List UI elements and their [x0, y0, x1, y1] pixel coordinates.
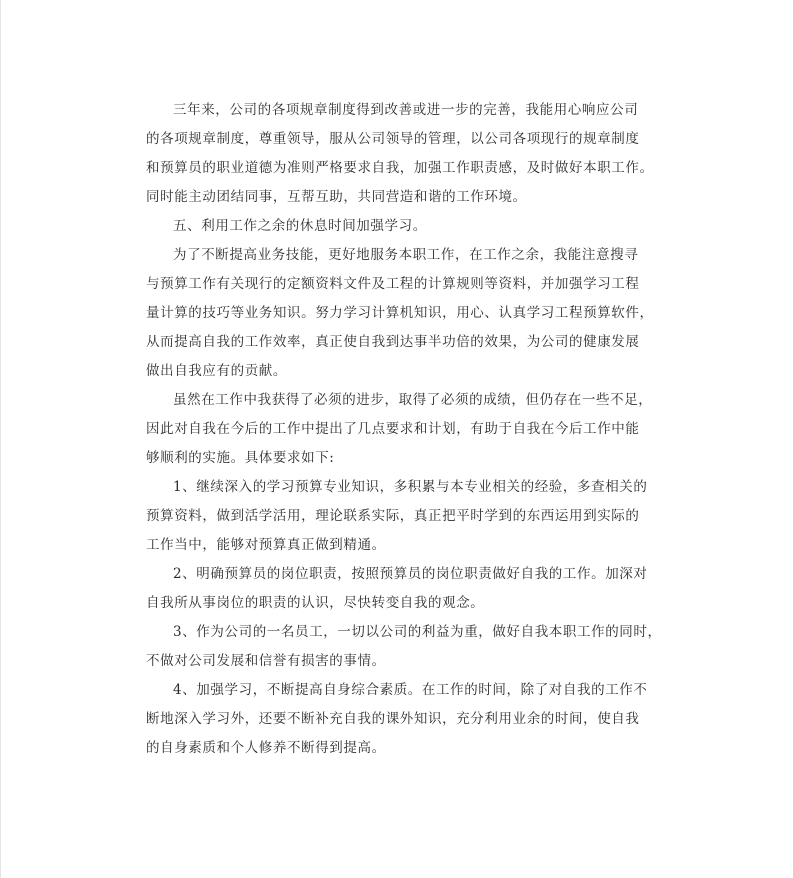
text-line: 的各项规章制度，尊重领导，服从公司领导的管理，以公司各项现行的规章制度 [146, 131, 640, 147]
text-line: 三年来，公司的各项规章制度得到改善或进一步的完善，我能用心响应公司 [173, 102, 639, 118]
text-line: 虽然在工作中我获得了必须的进步，取得了必须的成绩，但仍存在一些不足， [173, 392, 653, 408]
text-line: 和预算员的职业道德为准则严格要求自我，加强工作职责感，及时做好本职工作。 [146, 160, 654, 176]
text-line: 够顺利的实施。具体要求如下: [146, 450, 335, 466]
text-line: 不做对公司发展和信誉有损害的事情。 [146, 653, 386, 669]
text-line: 的自身素质和个人修养不断得到提高。 [146, 740, 386, 756]
text-line: 为了不断提高业务技能，更好地服务本职工作，在工作之余，我能注意搜寻 [173, 247, 639, 263]
text-line: 预算资料，做到活学活用，理论联系实际，真正把平时学到的东西运用到实际的 [146, 508, 640, 524]
text-line: 1、继续深入的学习预算专业知识，多积累与本专业相关的经验，多查相关的 [173, 479, 648, 495]
text-line: 同时能主动团结同事，互帮互助，共同营造和谐的工作环境。 [146, 189, 527, 205]
text-line: 五、利用工作之余的休息时间加强学习。 [173, 218, 427, 234]
document-body [146, 96, 666, 763]
text-line: 断地深入学习外，还要不断补充自我的课外知识，充分利用业余的时间，使自我 [146, 711, 640, 727]
text-line: 工作当中，能够对预算真正做到精通。 [146, 537, 386, 553]
text-line: 因此对自我在今后的工作中提出了几点要求和计划，有助于自我在今后工作中能 [146, 421, 640, 437]
text-line: 做出自我应有的贡献。 [146, 363, 287, 379]
text-line: 2、明确预算员的岗位职责，按照预算员的岗位职责做好自我的工作。加深对 [173, 566, 648, 582]
text-line: 从而提高自我的工作效率，真正使自我到达事半功倍的效果，为公司的健康发展 [146, 334, 640, 350]
text-line: 自我所从事岗位的职责的认识，尽快转变自我的观念。 [146, 595, 485, 611]
text-line: 与预算工作有关现行的定额资料文件及工程的计算规则等资料，并加强学习工程 [146, 276, 640, 292]
text-line: 量计算的技巧等业务知识。努力学习计算机知识，用心、认真学习工程预算软件， [146, 305, 654, 321]
text-line: 3、作为公司的一名员工，一切以公司的利益为重，做好自我本职工作的同时， [173, 624, 662, 640]
text-line: 4、加强学习，不断提高自身综合素质。在工作的时间，除了对自我的工作不 [173, 682, 648, 698]
